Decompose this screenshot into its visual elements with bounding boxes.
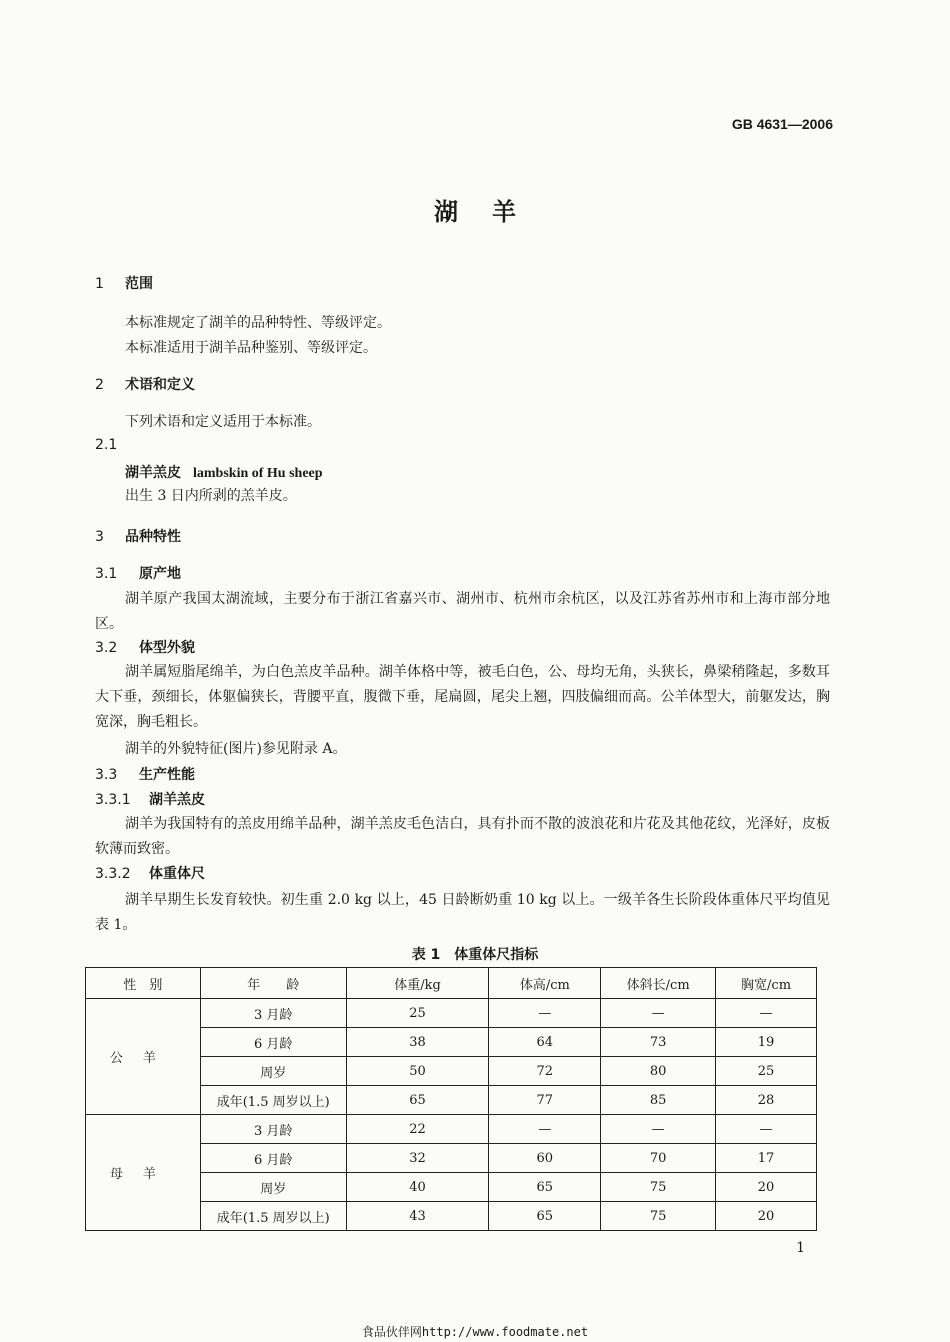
section-number: 3: [95, 529, 104, 545]
age-cell: 6 月龄: [200, 1144, 346, 1173]
age-cell: 成年(1.5 周岁以上): [200, 1086, 346, 1115]
height-cell: 72: [489, 1057, 601, 1086]
section-title: 生产性能: [139, 767, 195, 783]
section-3-heading: [95, 526, 181, 546]
chest-cell: 20: [716, 1173, 817, 1202]
header-body-length: 体斜长/cm: [601, 968, 716, 999]
standard-number: GB 4631—2006: [731, 116, 833, 132]
chest-cell: —: [716, 999, 817, 1028]
weight-cell: 32: [346, 1144, 489, 1173]
age-cell: 3 月龄: [200, 1115, 346, 1144]
age-cell: 成年(1.5 周岁以上): [200, 1202, 346, 1231]
section-number: 2.1: [95, 437, 118, 453]
weight-cell: 22: [346, 1115, 489, 1144]
header-weight: 体重/kg: [346, 968, 489, 999]
section-3-1-heading: [95, 563, 181, 583]
height-cell: —: [489, 999, 601, 1028]
chest-cell: —: [716, 1115, 817, 1144]
length-cell: 73: [601, 1028, 716, 1057]
length-cell: 85: [601, 1086, 716, 1115]
paragraph: 湖羊属短脂尾绵羊，为白色羔皮羊品种。湖羊体格中等，被毛白色，公、母均无角，头狭长，鼻梁稍隆起，多数耳大下垂，颈细长，体躯偏狭长，背腰平直，腹微下垂，尾扁圆，尾尖上翘，四肢偏细而高。公羊体型大，前躯发达，胸宽深，胸毛粗长。: [95, 664, 830, 730]
paragraph: 本标准适用于湖羊品种鉴别、等级评定。: [125, 340, 377, 356]
paragraph: 湖羊早期生长发育较快。初生重 2.0 kg 以上，45 日龄断奶重 10 kg 以上。一级羊各生长阶段体重体尺平均值见表 1。: [95, 892, 830, 933]
paragraph: 下列术语和定义适用于本标准。: [125, 414, 321, 430]
chest-cell: 20: [716, 1202, 817, 1231]
section-number: 2: [95, 377, 104, 393]
term-english: lambskin of Hu sheep: [193, 466, 323, 481]
paragraph: 湖羊为我国特有的羔皮用绵羊品种，湖羊羔皮毛色洁白，具有扑而不散的波浪花和片花及其他花纹，光泽好，皮板软薄而致密。: [95, 816, 830, 857]
chest-cell: 17: [716, 1144, 817, 1173]
chest-cell: 28: [716, 1086, 817, 1115]
term-chinese: 湖羊羔皮: [125, 465, 181, 481]
section-title: 体重体尺: [149, 866, 205, 882]
table-header-row: [86, 968, 817, 999]
height-cell: 60: [489, 1144, 601, 1173]
section-3-3-2-heading: [95, 863, 205, 883]
length-cell: —: [601, 1115, 716, 1144]
height-cell: 65: [489, 1173, 601, 1202]
length-cell: 70: [601, 1144, 716, 1173]
age-cell: 3 月龄: [200, 999, 346, 1028]
chest-cell: 19: [716, 1028, 817, 1057]
section-2-1-heading: [95, 437, 125, 453]
weight-cell: 38: [346, 1028, 489, 1057]
header-chest-width: 胸宽/cm: [716, 968, 817, 999]
section-number: 3.3.2: [95, 866, 131, 882]
age-cell: 周岁: [200, 1057, 346, 1086]
body-measurement-table: [85, 967, 817, 1231]
header-sex: 性 别: [86, 968, 201, 999]
page-number: 1: [796, 1240, 805, 1256]
page-title: 湖羊: [434, 198, 550, 226]
section-2-heading: [95, 374, 195, 394]
weight-cell: 25: [346, 999, 489, 1028]
section-1-heading: [95, 273, 153, 293]
section-number: 3.3.1: [95, 792, 131, 808]
height-cell: 65: [489, 1202, 601, 1231]
height-cell: 77: [489, 1086, 601, 1115]
term-definition: 出生 3 日内所剥的羔羊皮。: [125, 488, 297, 504]
paragraph: 湖羊的外貌特征(图片)参见附录 A。: [125, 741, 347, 757]
section-3-3-heading: [95, 764, 195, 784]
section-number: 3.1: [95, 566, 118, 582]
header-age: 年 龄: [200, 968, 346, 999]
table-row: [86, 1115, 817, 1144]
section-3-2-heading: [95, 637, 195, 657]
length-cell: 75: [601, 1173, 716, 1202]
sex-cell-ewe: 母羊: [86, 1115, 201, 1231]
age-cell: 6 月龄: [200, 1028, 346, 1057]
length-cell: 75: [601, 1202, 716, 1231]
age-cell: 周岁: [200, 1173, 346, 1202]
weight-cell: 40: [346, 1173, 489, 1202]
table-row: [86, 999, 817, 1028]
section-title: 范围: [125, 276, 153, 292]
section-title: 品种特性: [125, 529, 181, 545]
section-title: 湖羊羔皮: [149, 792, 205, 808]
paragraph: 湖羊原产我国太湖流域，主要分布于浙江省嘉兴市、湖州市、杭州市余杭区，以及江苏省苏州市和上海市部分地区。: [95, 591, 830, 632]
chest-cell: 25: [716, 1057, 817, 1086]
length-cell: —: [601, 999, 716, 1028]
term-entry: [125, 462, 323, 482]
header-height: 体高/cm: [489, 968, 601, 999]
footer-watermark: 食品伙伴网http://www.foodmate.net: [361, 1325, 589, 1339]
height-cell: 64: [489, 1028, 601, 1057]
length-cell: 80: [601, 1057, 716, 1086]
height-cell: —: [489, 1115, 601, 1144]
table-caption: 表 1 体重体尺指标: [411, 947, 539, 963]
section-number: 3.2: [95, 640, 118, 656]
section-number: 3.3: [95, 767, 118, 783]
paragraph: 本标准规定了湖羊的品种特性、等级评定。: [125, 315, 391, 331]
sex-cell-ram: 公羊: [86, 999, 201, 1115]
weight-cell: 65: [346, 1086, 489, 1115]
weight-cell: 43: [346, 1202, 489, 1231]
section-number: 1: [95, 276, 104, 292]
section-title: 体型外貌: [139, 640, 195, 656]
section-3-3-1-heading: [95, 789, 205, 809]
weight-cell: 50: [346, 1057, 489, 1086]
section-title: 原产地: [139, 566, 181, 582]
section-title: 术语和定义: [125, 377, 195, 393]
